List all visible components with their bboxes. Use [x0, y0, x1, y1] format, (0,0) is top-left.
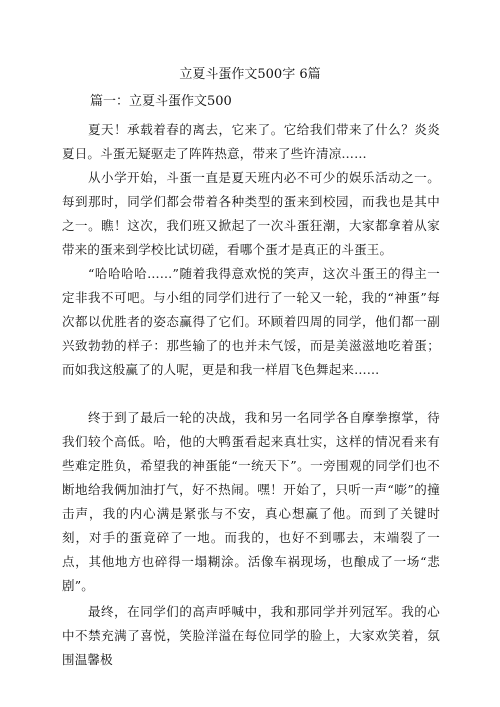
paragraph-4: 终于到了最后一轮的决战，我和另一名同学各自摩拳擦掌，待我们较个高低。哈，他的大鸭蛋看起来真壮实，这样的情况看来有些难定胜负，希望我的神蛋能“一统天下”。一旁围观的同学们也不断地给我俩加油打气，好不热闹。嘿！开始了，只听一声“嘭”的撞击声，我的内心满是紧张与不安，真心想赢了他。而到了关键时刻，对手的蛋竟碎了一地。而我的，也好不到哪去，末端裂了一点，其他地方也碎得一塌糊涂。活像车祸现场，也酿成了一场“悲剧”。	[62, 410, 440, 593]
paragraph-2: 从小学开始，斗蛋一直是夏天班内必不可少的娱乐活动之一。每到那时，同学们都会带着各种类型的蛋来到校园，而我也是其中之一。瞧！这次，我们班又掀起了一次斗蛋狂潮，大家都拿着从家带来的蛋来到学校比试切磋，看哪个蛋才是真正的斗蛋王。	[62, 170, 440, 257]
paragraph-3: “哈哈哈哈……”随着我得意欢悦的笑声，这次斗蛋王的得主一定非我不可吧。与小组的同学们进行了一轮又一轮，我的“神蛋”每次都以优胜者的姿态赢得了它们。环顾着四周的同学，他们都一副兴致勃勃的样子：那些输了的也并未气馁，而是美滋滋地吃着蛋；而如我这般赢了的人呢，更是和我一样眉飞色舞起来……	[62, 266, 440, 377]
paragraph-5: 最终，在同学们的高声呼喊中，我和那同学并列冠军。我的心中不禁充满了喜悦，笑脸洋溢在每位同学的脸上，大家欢笑着，氛围温馨极	[62, 604, 440, 667]
document-title: 立夏斗蛋作文500字 6篇	[179, 67, 321, 82]
paragraph-1: 夏天！承载着春的离去，它来了。它给我们带来了什么？炎炎夏日。斗蛋无疑驱走了阵阵热意，带来了些许清凉……	[62, 122, 440, 161]
document-subtitle: 篇一：立夏斗蛋作文500	[90, 94, 232, 109]
